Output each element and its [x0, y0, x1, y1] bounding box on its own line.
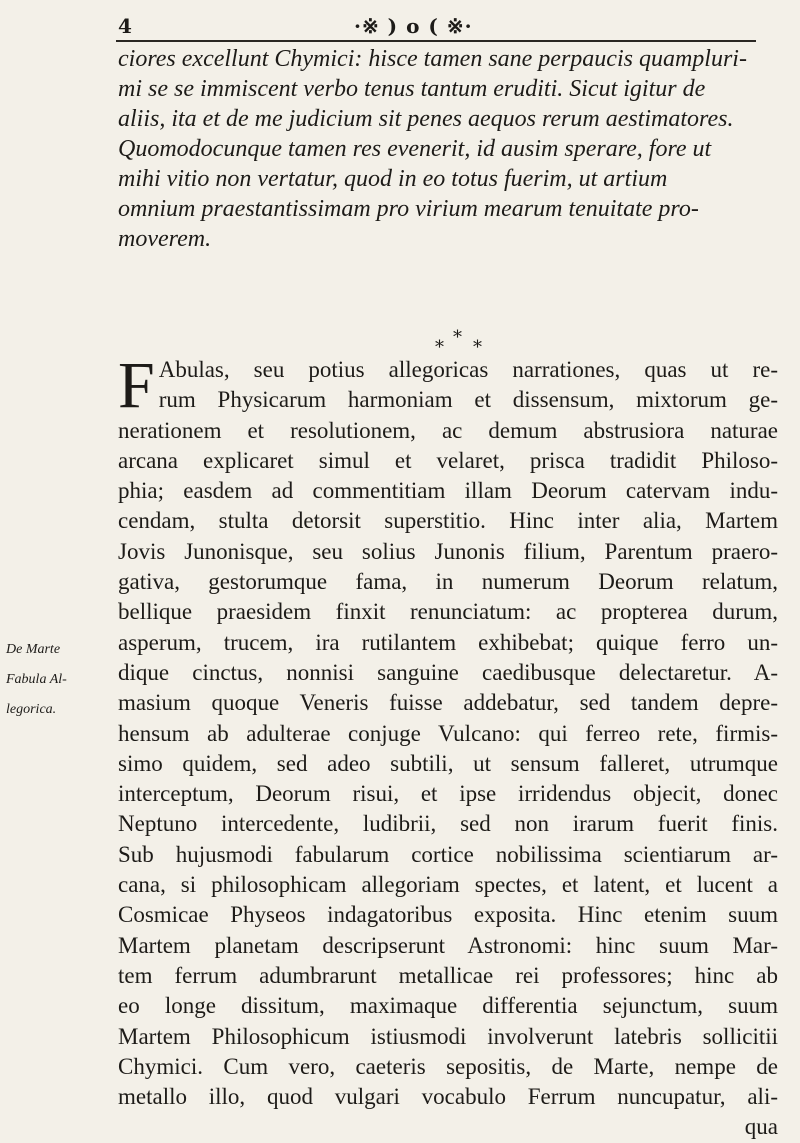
body-line: cendam, stulta detorsit superstitio. Hinc inter alia, Martem	[118, 508, 778, 534]
section-asterism	[435, 327, 495, 357]
body-line: rum Physicarum harmoniam et dissensum, mixtorum ge-	[158, 387, 778, 413]
body-line: Jovis Junonisque, seu solius Junonis filium, Parentum praero-	[118, 538, 778, 564]
body-line: interceptum, Deorum risui, et ipse irridendus objecit, donec	[118, 781, 778, 807]
body-line: cana, si philosophicam allegoriam spectes, et latent, et lucent a	[118, 872, 778, 898]
drop-cap: F	[118, 349, 155, 422]
header-ornament: ·※ ) o ( ※·	[354, 14, 473, 38]
body-line: nerationem et resolutionem, ac demum abstrusiora naturae	[118, 417, 778, 443]
italic-line: ciores excellunt Chymici: hisce tamen sane perpaucis quampluri-	[118, 46, 747, 72]
body-line: Neptuno intercedente, ludibrii, sed non irarum fuerit finis.	[118, 811, 778, 837]
page-number: 4	[118, 14, 132, 38]
body-line: tem ferrum adumbrarunt metallicae rei professores; hinc ab	[118, 962, 778, 988]
body-line: Martem planetam descripserunt Astronomi: hinc suum Mar-	[118, 932, 778, 958]
italic-line: mihi vitio non vertatur, quod in eo totus fuerim, ut artium	[118, 166, 668, 192]
margin-note-line: De Marte	[6, 642, 61, 657]
italic-line: mi se se immiscent verbo tenus tantum eruditi. Sicut igitur de	[118, 76, 706, 102]
italic-line: aliis, ita et de me judicium sit penes aequos rerum aestimatores.	[118, 106, 734, 132]
margin-note-line: Fabula Al-	[6, 672, 67, 687]
body-line: Abulas, seu potius allegoricas narrationes, quas ut re-	[158, 357, 778, 382]
italic-line: omnium praestantissimam pro virium mearum tenuitate pro-	[118, 196, 699, 222]
running-header	[118, 14, 760, 40]
body-line: Martem Philosophicum istiusmodi involverunt latebris sollicitii	[118, 1023, 778, 1049]
header-rule	[116, 40, 756, 42]
body-line: metallo illo, quod vulgari vocabulo Ferrum nuncupatur, ali-	[118, 1084, 778, 1110]
body-line: arcana explicaret simul et velaret, prisca tradidit Philoso-	[118, 447, 778, 473]
asterism-top: *	[453, 327, 462, 348]
catchword: qua	[744, 1114, 778, 1140]
asterism-right: *	[473, 337, 482, 358]
body-line: Sub hujusmodi fabularum cortice nobilissima scientiarum ar-	[118, 841, 778, 867]
asterism-left: *	[435, 337, 444, 358]
body-line: dique cinctus, nonnisi sanguine caedibusque delectaretur. A-	[118, 659, 778, 685]
margin-note-line: legorica.	[6, 702, 57, 717]
body-paragraph	[118, 349, 778, 1143]
italic-line: Quomodocunque tamen res evenerit, id ausim sperare, fore ut	[118, 136, 712, 162]
body-line: gativa, gestorumque fama, in numerum Deorum relatum,	[118, 569, 778, 595]
italic-paragraph	[118, 44, 778, 254]
body-line: eo longe dissitum, maximaque differentia sejunctum, suum	[118, 993, 778, 1019]
body-line: asperum, trucem, ira rutilantem exhibebat; quique ferro un-	[118, 629, 778, 655]
body-line: phia; easdem ad commentitiam illam Deorum catervam indu-	[118, 478, 778, 504]
body-line: hensum ab adulterae conjuge Vulcano: qui ferreo rete, firmis-	[118, 720, 778, 746]
italic-line: moverem.	[118, 226, 212, 252]
body-line: Cosmicae Physeos indagatoribus exposita. Hinc etenim suum	[118, 902, 778, 928]
body-line: masium quoque Veneris fuisse addebatur, sed tandem depre-	[118, 690, 778, 716]
body-line: Chymici. Cum vero, caeteris sepositis, de Marte, nempe de	[118, 1053, 778, 1079]
body-line: simo quidem, sed adeo subtili, ut sensum falleret, utrumque	[118, 750, 778, 776]
margin-note	[6, 635, 106, 725]
body-line: bellique praesidem finxit renunciatum: ac propterea durum,	[118, 599, 778, 625]
